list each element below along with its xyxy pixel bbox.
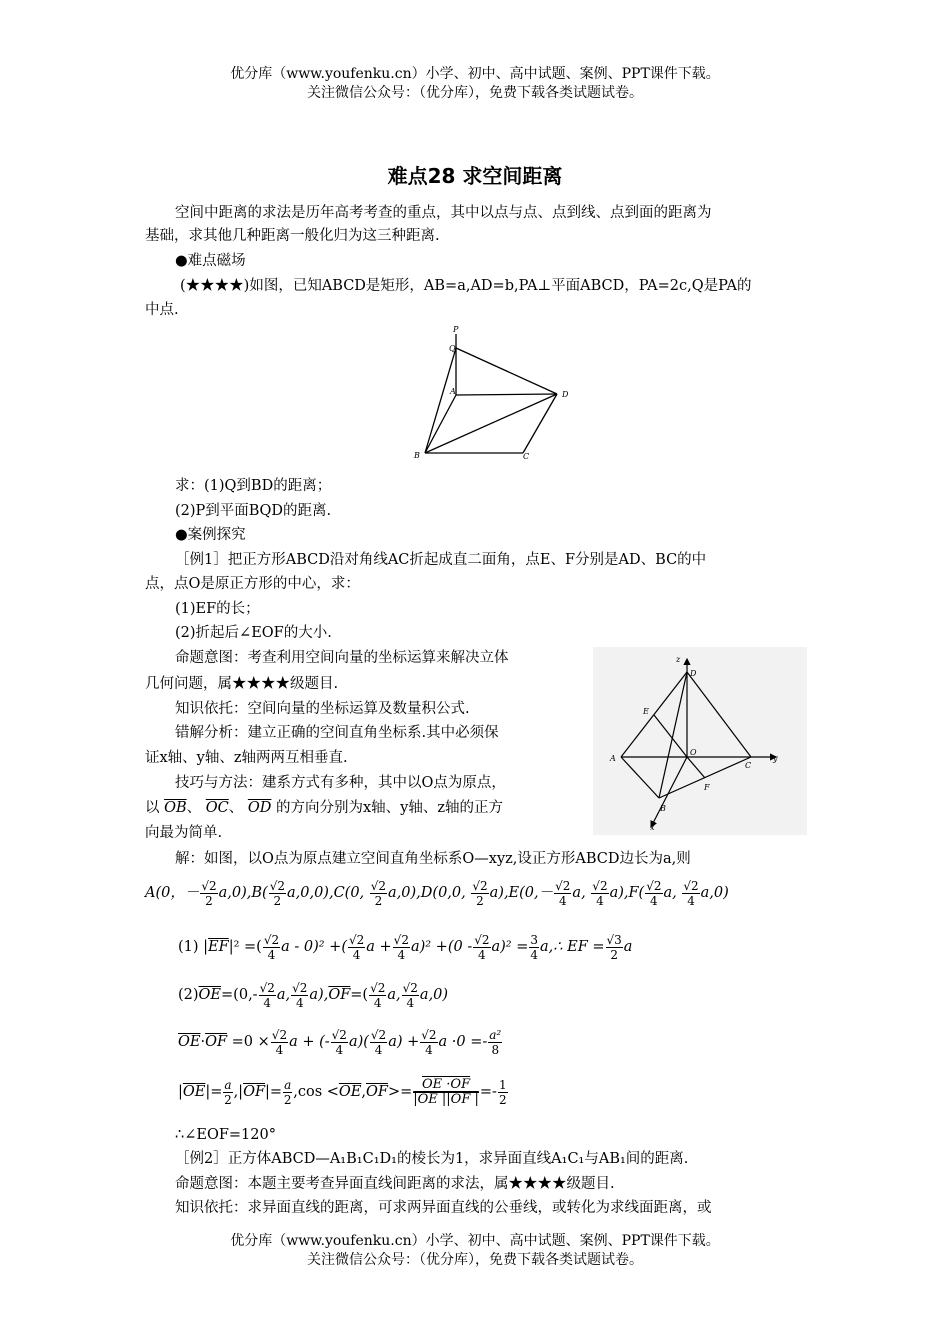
fig2-label-z: z	[676, 655, 681, 664]
example1-technique-line1: 技巧与方法：建系方式有多种，其中以O点为原点，	[175, 775, 506, 791]
fig2-label-f: F	[704, 783, 710, 792]
fig1-edge-dc	[523, 394, 557, 453]
fig2-label-a: A	[610, 754, 616, 763]
fig1-label-p: P	[453, 325, 459, 334]
fig1-label-d: D	[562, 390, 569, 399]
page-title: 难点28 求空间距离	[387, 164, 563, 188]
section-case-study: ●案例探究	[175, 527, 246, 543]
fig2-label-b: B	[660, 804, 666, 813]
example1-line1: ［例1］把正方形ABCD沿对角线AC折起成直二面角，点E、F分别是AD、BC的中	[175, 552, 707, 568]
fig1-label-q: Q	[449, 344, 456, 353]
vector-od: $\overline{OD}$	[247, 800, 272, 816]
fig1-label-b: B	[414, 451, 420, 460]
example1-q1: (1)EF的长；	[175, 601, 260, 617]
fig1-edge-bd	[425, 394, 557, 453]
example1-error-line1: 错解分析：建立正确的空间直角坐标系.其中必须保	[175, 725, 499, 741]
page-footer-line1: 优分库（www.youfenku.cn）小学、初中、高中试题、案例、PPT课件下载。	[230, 1233, 720, 1249]
fig1-edge-qb	[425, 348, 456, 453]
figure-rectangle-pyramid	[405, 322, 580, 462]
fig1-edge-ab	[425, 395, 456, 453]
section-difficulty-magnet: ●难点磁场	[175, 253, 246, 269]
example1-error-line2: 证x轴、y轴、z轴两两互相垂直.	[145, 750, 348, 766]
solution-coordinates: A(0，－ $\frac{√2}{2}$ a,0),B( $\frac{√2}{2}$ a,0,0),C(0, $\frac{√2}{2}$ a,0),D(0,0, $\frac{√2}{2}$ a),E(0,－ $\frac{√2}{4}$ a, $\frac{√2}{4}$ a),F( $\frac{√2}{4}$ a, $\frac{√2}{4}$ a,0)	[145, 878, 729, 908]
example1-intent-line2: 几何问题，属★★★★级题目.	[145, 676, 339, 692]
intro-line2: 基础，求其他几种距离一般化归为这三种距离.	[145, 228, 440, 244]
equation-oe-of-vectors: $(2)\overline{OE}=(0,-$ $\frac{√2}{4}$ a, $\frac{√2}{4}$ $a),\overline{OF}=$( $\frac{√2}{4}$ a, $\frac{√2}{4}$ a,0)	[178, 980, 449, 1010]
fig2-label-o: O	[690, 748, 697, 757]
page-header-line1: 优分库（www.youfenku.cn）小学、初中、高中试题、案例、PPT课件下载。	[230, 66, 720, 82]
problem-line2: 中点.	[145, 302, 179, 318]
problem-question1: 求：(1)Q到BD的距离；	[175, 478, 332, 494]
fig1-label-c: C	[523, 452, 530, 461]
solution-line1: 解：如图，以O点为原点建立空间直角坐标系O—xyz,设正方形ABCD边长为a,则	[175, 851, 691, 867]
fig1-edge-qd	[456, 348, 557, 394]
page-footer-line2: 关注微信公众号：（优分库），免费下载各类试题试卷。	[307, 1252, 643, 1268]
vector-ob: $\overline{OB}$	[164, 800, 187, 816]
example1-technique-line3: 向最为简单.	[145, 825, 223, 841]
problem-line1: (★★★★)如图，已知ABCD是矩形，AB=a,AD=b,PA⊥平面ABCD，PA=2c,Q是PA的	[180, 278, 752, 294]
intro-line1: 空间中距离的求法是历年高考考查的重点，其中以点与点、点到线、点到面的距离为	[175, 205, 712, 221]
fig1-label-a: A	[450, 387, 456, 396]
example1-knowledge: 知识依托：空间向量的坐标运算及数量积公式.	[175, 701, 470, 717]
example2-intent: 命题意图：本题主要考查异面直线间距离的求法，属★★★★级题目.	[175, 1176, 615, 1192]
page-header-line2: 关注微信公众号：（优分库），免费下载各类试题试卷。	[307, 85, 643, 101]
equation-dot-product: $\overline{OE}\cdot\overline{OF} =0$ × $\frac{√2}{4}$ a + (- $\frac{√2}{4}$ a)( $\frac{√2}{4}$ a) + $\frac{√2}{4}$ a ·0 =- $\frac{\text{a²}}{8}$	[178, 1027, 502, 1057]
example1-technique-line2: 以 $\overline{OB}$、 $\overline{OC}$、 $\overline{OD}$ 的方向分别为x轴、y轴、z轴的正方	[145, 800, 503, 816]
equation-ef-length: (1) $|\overline{EF}|^2$ =( $\frac{√2}{4}$ a - 0)² +( $\frac{√2}{4}$ a + $\frac{√2}{4}$ a)² +(0 - $\frac{√2}{4}$ a)² = $\frac{3}{4}$ a,∴ EF = $\frac{√3}{2}$ a	[178, 932, 633, 962]
example1-intent-line1: 命题意图：考查利用空间向量的坐标运算来解决立体	[175, 650, 509, 666]
fig2-label-x: x	[650, 823, 655, 832]
example1-q2: (2)折起后∠EOF的大小.	[175, 625, 332, 641]
example2-knowledge: 知识依托：求异面直线的距离，可求两异面直线的公垂线，或转化为求线面距离，或	[175, 1200, 712, 1216]
fig1-edge-ad	[456, 394, 557, 395]
fig2-label-y: y	[773, 754, 778, 763]
fig2-label-c: C	[745, 761, 752, 770]
fig2-label-e: E	[643, 707, 649, 716]
vector-oc: $\overline{OC}$	[205, 800, 229, 816]
figure-folded-square	[593, 647, 807, 835]
example2-line1: ［例2］正方体ABCD—A₁B₁C₁D₁的棱长为1，求异面直线A₁C₁与AB₁间的距离.	[175, 1151, 689, 1167]
problem-question2: (2)P到平面BQD的距离.	[175, 503, 332, 519]
example1-conclusion: ∴∠EOF=120°	[175, 1127, 276, 1143]
fig2-label-d: D	[690, 669, 697, 678]
example1-line2: 点，点O是原正方形的中心，求：	[145, 576, 360, 592]
equation-cosine: $|\overline{OE}|=$ $\frac{a}{2}$ $,|\overline{OF}|=$ $\frac{a}{2}$ $,\cos <\overline{OE},\overline{OF}>=$ $\frac{OE \cdot OF}{|OE ||OF |}$ =- $\frac{1}{2}$	[178, 1076, 507, 1107]
